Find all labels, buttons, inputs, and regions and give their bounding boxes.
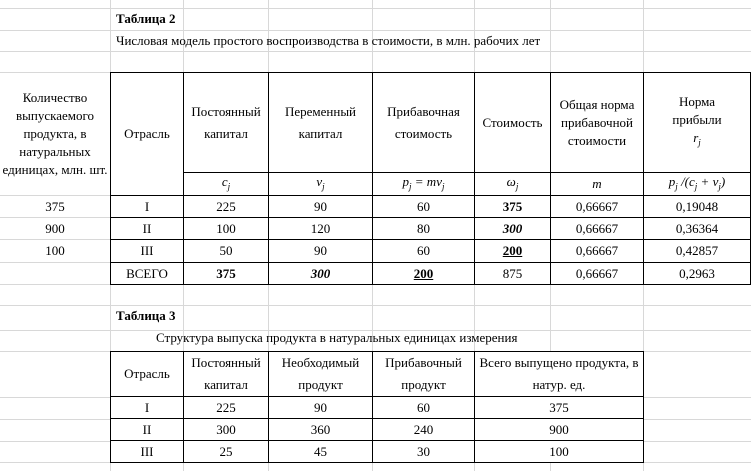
t3-surplus-cell-text: 240 [413,421,434,437]
table2-border-col [110,72,111,285]
formula-part: v [316,173,323,189]
table2-title: Таблица 2 [116,11,176,26]
sym-c[interactable] [184,173,268,195]
t3-border-bottom [110,462,644,463]
t3-border [110,440,644,441]
total-value-text: 875 [502,265,523,281]
t3-header-surplus[interactable] [373,352,474,396]
grid-row-line [0,8,751,9]
header-profit-rate-wrap [657,93,737,152]
branch-cell[interactable] [111,218,183,239]
total-surplus-rate[interactable] [551,263,643,284]
grid-row-line [0,51,751,52]
profit-rate-cell-text: 0,36364 [675,220,719,236]
const-capital-cell[interactable] [184,240,268,262]
formula-part: p [402,173,410,189]
var-capital-cell-text: 90 [314,198,327,214]
header-surplus-value[interactable] [373,73,474,172]
table2-border-col [550,72,551,285]
const-capital-cell-text: 225 [216,198,236,214]
formula-part: j [227,181,231,192]
table2-border [110,262,751,263]
const-capital-cell[interactable] [184,218,268,239]
qty-header-text: Количество выпускаемого продукта, в натуральных единицах, млн. шт. [2,89,108,177]
var-capital-cell[interactable] [269,196,372,217]
t3-total-cell-text: 900 [549,421,569,437]
t3-header-branch[interactable] [111,352,183,396]
t3-necessary-cell[interactable] [269,441,372,462]
total-profit-rate[interactable] [644,263,750,284]
t3-total-cell[interactable] [475,397,643,418]
formula-part: j [675,181,678,192]
header-surplus-value-text: Прибавочная стоимость [387,103,460,141]
t3-branch-cell[interactable] [111,419,183,440]
t3-header-branch-text: Отрасль [124,366,170,381]
sym-c-formula [222,174,230,195]
t3-branch-cell[interactable] [111,397,183,418]
t3-necessary-cell-text: 45 [314,443,327,459]
total-const-capital-text: 375 [216,265,236,281]
table3-subtitle: Структура выпуска продукта в натуральных единицах измерения [156,330,518,345]
t3-border-top [110,351,644,352]
t3-total-cell-text: 375 [549,399,569,415]
t3-const-capital-cell[interactable] [184,397,268,418]
formula-part: c [221,173,228,189]
header-const-capital-text: Постоянный капитал [191,103,261,141]
surplus-rate-cell-text: 0,66667 [575,220,619,236]
profit-rate-cell[interactable] [644,218,750,239]
t3-necessary-cell-text: 90 [314,399,327,415]
formula-part: j [322,181,325,192]
qty-cell-text: 900 [45,220,65,236]
sym-p[interactable] [373,173,474,195]
header-branch-text: Отрасль [124,125,170,141]
profit-rate-cell[interactable] [644,196,750,217]
t3-surplus-cell[interactable] [373,441,474,462]
t3-const-capital-cell[interactable] [184,419,268,440]
table2-border-col [183,72,184,285]
t3-necessary-cell-text: 360 [310,421,331,437]
formula-part: j [718,181,721,192]
value-cell[interactable] [475,240,550,262]
t3-header-const-capital-text: Постоянный капитал [191,355,261,392]
header-value[interactable] [475,73,550,172]
table2-border-col [372,72,373,285]
header-value-text: Стоимость [482,114,543,130]
branch-cell-text: I [144,198,150,214]
value-cell-text: 200 [502,243,523,258]
table2-border-bottom [110,284,751,285]
value-cell-text: 300 [502,220,523,236]
t3-header-total-text: Всего выпущено продукта, в натур. ед. [479,355,639,392]
t3-header-necessary[interactable] [269,352,372,396]
header-profit-rate[interactable] [644,73,750,172]
const-capital-cell[interactable] [184,196,268,217]
surplus-value-cell[interactable] [373,196,474,217]
value-cell-text: 375 [502,198,523,214]
formula-part: m [592,176,602,191]
table2-border-col [643,72,644,285]
t3-const-capital-cell[interactable] [184,441,268,462]
total-const-capital[interactable] [184,263,268,284]
t3-header-necessary-text: Необходимый продукт [281,355,360,392]
total-var-capital[interactable] [269,263,372,284]
qty-cell[interactable] [0,196,110,217]
t3-branch-cell-text: II [142,421,152,437]
formula-part: + v [697,173,719,189]
t3-header-total[interactable] [475,352,643,396]
var-capital-cell-text: 120 [310,220,331,236]
t3-necessary-cell[interactable] [269,419,372,440]
sym-r[interactable] [644,173,750,195]
t3-necessary-cell[interactable] [269,397,372,418]
formula-part: r [693,130,699,146]
formula-part: ω [506,173,516,189]
profit-rate-label: Норма прибыли [672,94,722,128]
formula-part: /(c [677,173,695,189]
value-cell[interactable] [475,218,550,239]
surplus-value-cell[interactable] [373,218,474,239]
sym-w-formula [507,174,519,195]
formula-part: j [409,181,412,192]
t3-total-cell[interactable] [475,441,643,462]
var-capital-cell-text: 90 [314,243,327,258]
t3-branch-cell-text: III [140,443,154,459]
header-surplus-rate-text: Общая норма прибавочной стоимости [559,96,635,148]
total-value[interactable] [475,263,550,284]
t3-const-capital-cell-text: 25 [219,443,233,459]
t3-surplus-cell-text: 30 [417,443,430,459]
header-var-capital[interactable] [269,73,372,172]
formula-part: j [515,181,519,192]
var-capital-cell[interactable] [269,240,372,262]
qty-cell[interactable] [0,240,110,262]
surplus-rate-cell[interactable] [551,240,643,262]
grid-row-line [0,30,751,31]
qty-cell-text: 100 [45,243,65,258]
profit-rate-cell-text: 0,19048 [675,198,719,214]
surplus-value-cell-text: 60 [417,243,430,258]
surplus-value-cell-text: 80 [417,220,430,236]
sym-w[interactable] [475,173,550,195]
profit-rate-cell-text: 0,42857 [675,243,719,258]
t3-header-surplus-text: Прибавочный продукт [385,355,462,392]
qty-cell[interactable] [0,218,110,239]
surplus-value-cell-text: 60 [417,198,430,214]
t3-total-cell[interactable] [475,419,643,440]
sym-v-formula [316,174,324,195]
surplus-rate-cell-text: 0,66667 [575,243,619,258]
sym-m[interactable] [551,173,643,195]
table2-border [110,195,751,196]
table2-border [110,239,751,240]
branch-cell[interactable] [111,196,183,217]
table2-subtitle: Числовая модель простого воспроизводства в стоимости, в млн. рабочих лет [116,33,541,48]
t3-header-const-capital[interactable] [184,352,268,396]
branch-cell[interactable] [111,240,183,262]
total-surplus-value-text: 200 [413,265,434,281]
t3-branch-cell[interactable] [111,441,183,462]
header-branch[interactable] [111,73,183,194]
t3-border-col [183,351,184,463]
total-surplus-value[interactable] [373,263,474,284]
header-const-capital[interactable] [184,73,268,172]
sym-r-formula [669,174,725,195]
t3-border [110,396,644,397]
table2-border-col [474,72,475,285]
total-label-text: ВСЕГО [126,265,168,281]
t3-branch-cell-text: I [144,399,150,415]
t3-border-col [268,351,269,463]
table2-border-top [110,72,751,73]
t3-surplus-cell[interactable] [373,419,474,440]
sym-v[interactable] [269,173,372,195]
t3-surplus-cell[interactable] [373,397,474,418]
sym-m-formula [592,176,601,192]
table2-border-col [268,72,269,285]
t3-border [110,418,644,419]
const-capital-cell-text: 50 [219,243,233,258]
t3-border-col [474,351,475,463]
total-surplus-rate-text: 0,66667 [575,265,619,281]
profit-rate-symbol [657,129,737,152]
surplus-rate-cell-text: 0,66667 [575,198,619,214]
formula-part: = mv [411,173,442,189]
qty-cell-text: 375 [45,198,65,214]
branch-cell-text: II [142,220,152,236]
header-surplus-rate[interactable] [551,73,643,172]
total-label[interactable] [111,263,183,284]
table2-border [110,217,751,218]
t3-const-capital-cell-text: 225 [216,399,236,415]
grid-row-line [0,305,751,306]
t3-border-col [372,351,373,463]
formula-part: p [668,173,676,189]
total-profit-rate-text: 0,2963 [679,265,715,281]
formula-part: j [698,137,701,148]
surplus-value-cell[interactable] [373,240,474,262]
surplus-rate-cell[interactable] [551,196,643,217]
t3-const-capital-cell-text: 300 [216,421,236,437]
formula-part: ) [720,173,726,189]
const-capital-cell-text: 100 [216,220,236,236]
formula-part: j [441,181,445,192]
total-var-capital-text: 300 [310,265,331,281]
value-cell[interactable] [475,196,550,217]
t3-border-col [110,351,111,463]
formula-part: j [694,181,698,192]
var-capital-cell[interactable] [269,218,372,239]
profit-rate-cell[interactable] [644,240,750,262]
surplus-rate-cell[interactable] [551,218,643,239]
sym-p-formula [403,174,445,195]
qty-header[interactable] [0,73,110,194]
t3-border-col [643,351,644,463]
header-var-capital-text: Переменный капитал [284,103,357,141]
t3-total-cell-text: 100 [549,443,569,459]
table3-title: Таблица 3 [116,308,176,323]
t3-surplus-cell-text: 60 [417,399,430,415]
branch-cell-text: III [140,243,154,258]
